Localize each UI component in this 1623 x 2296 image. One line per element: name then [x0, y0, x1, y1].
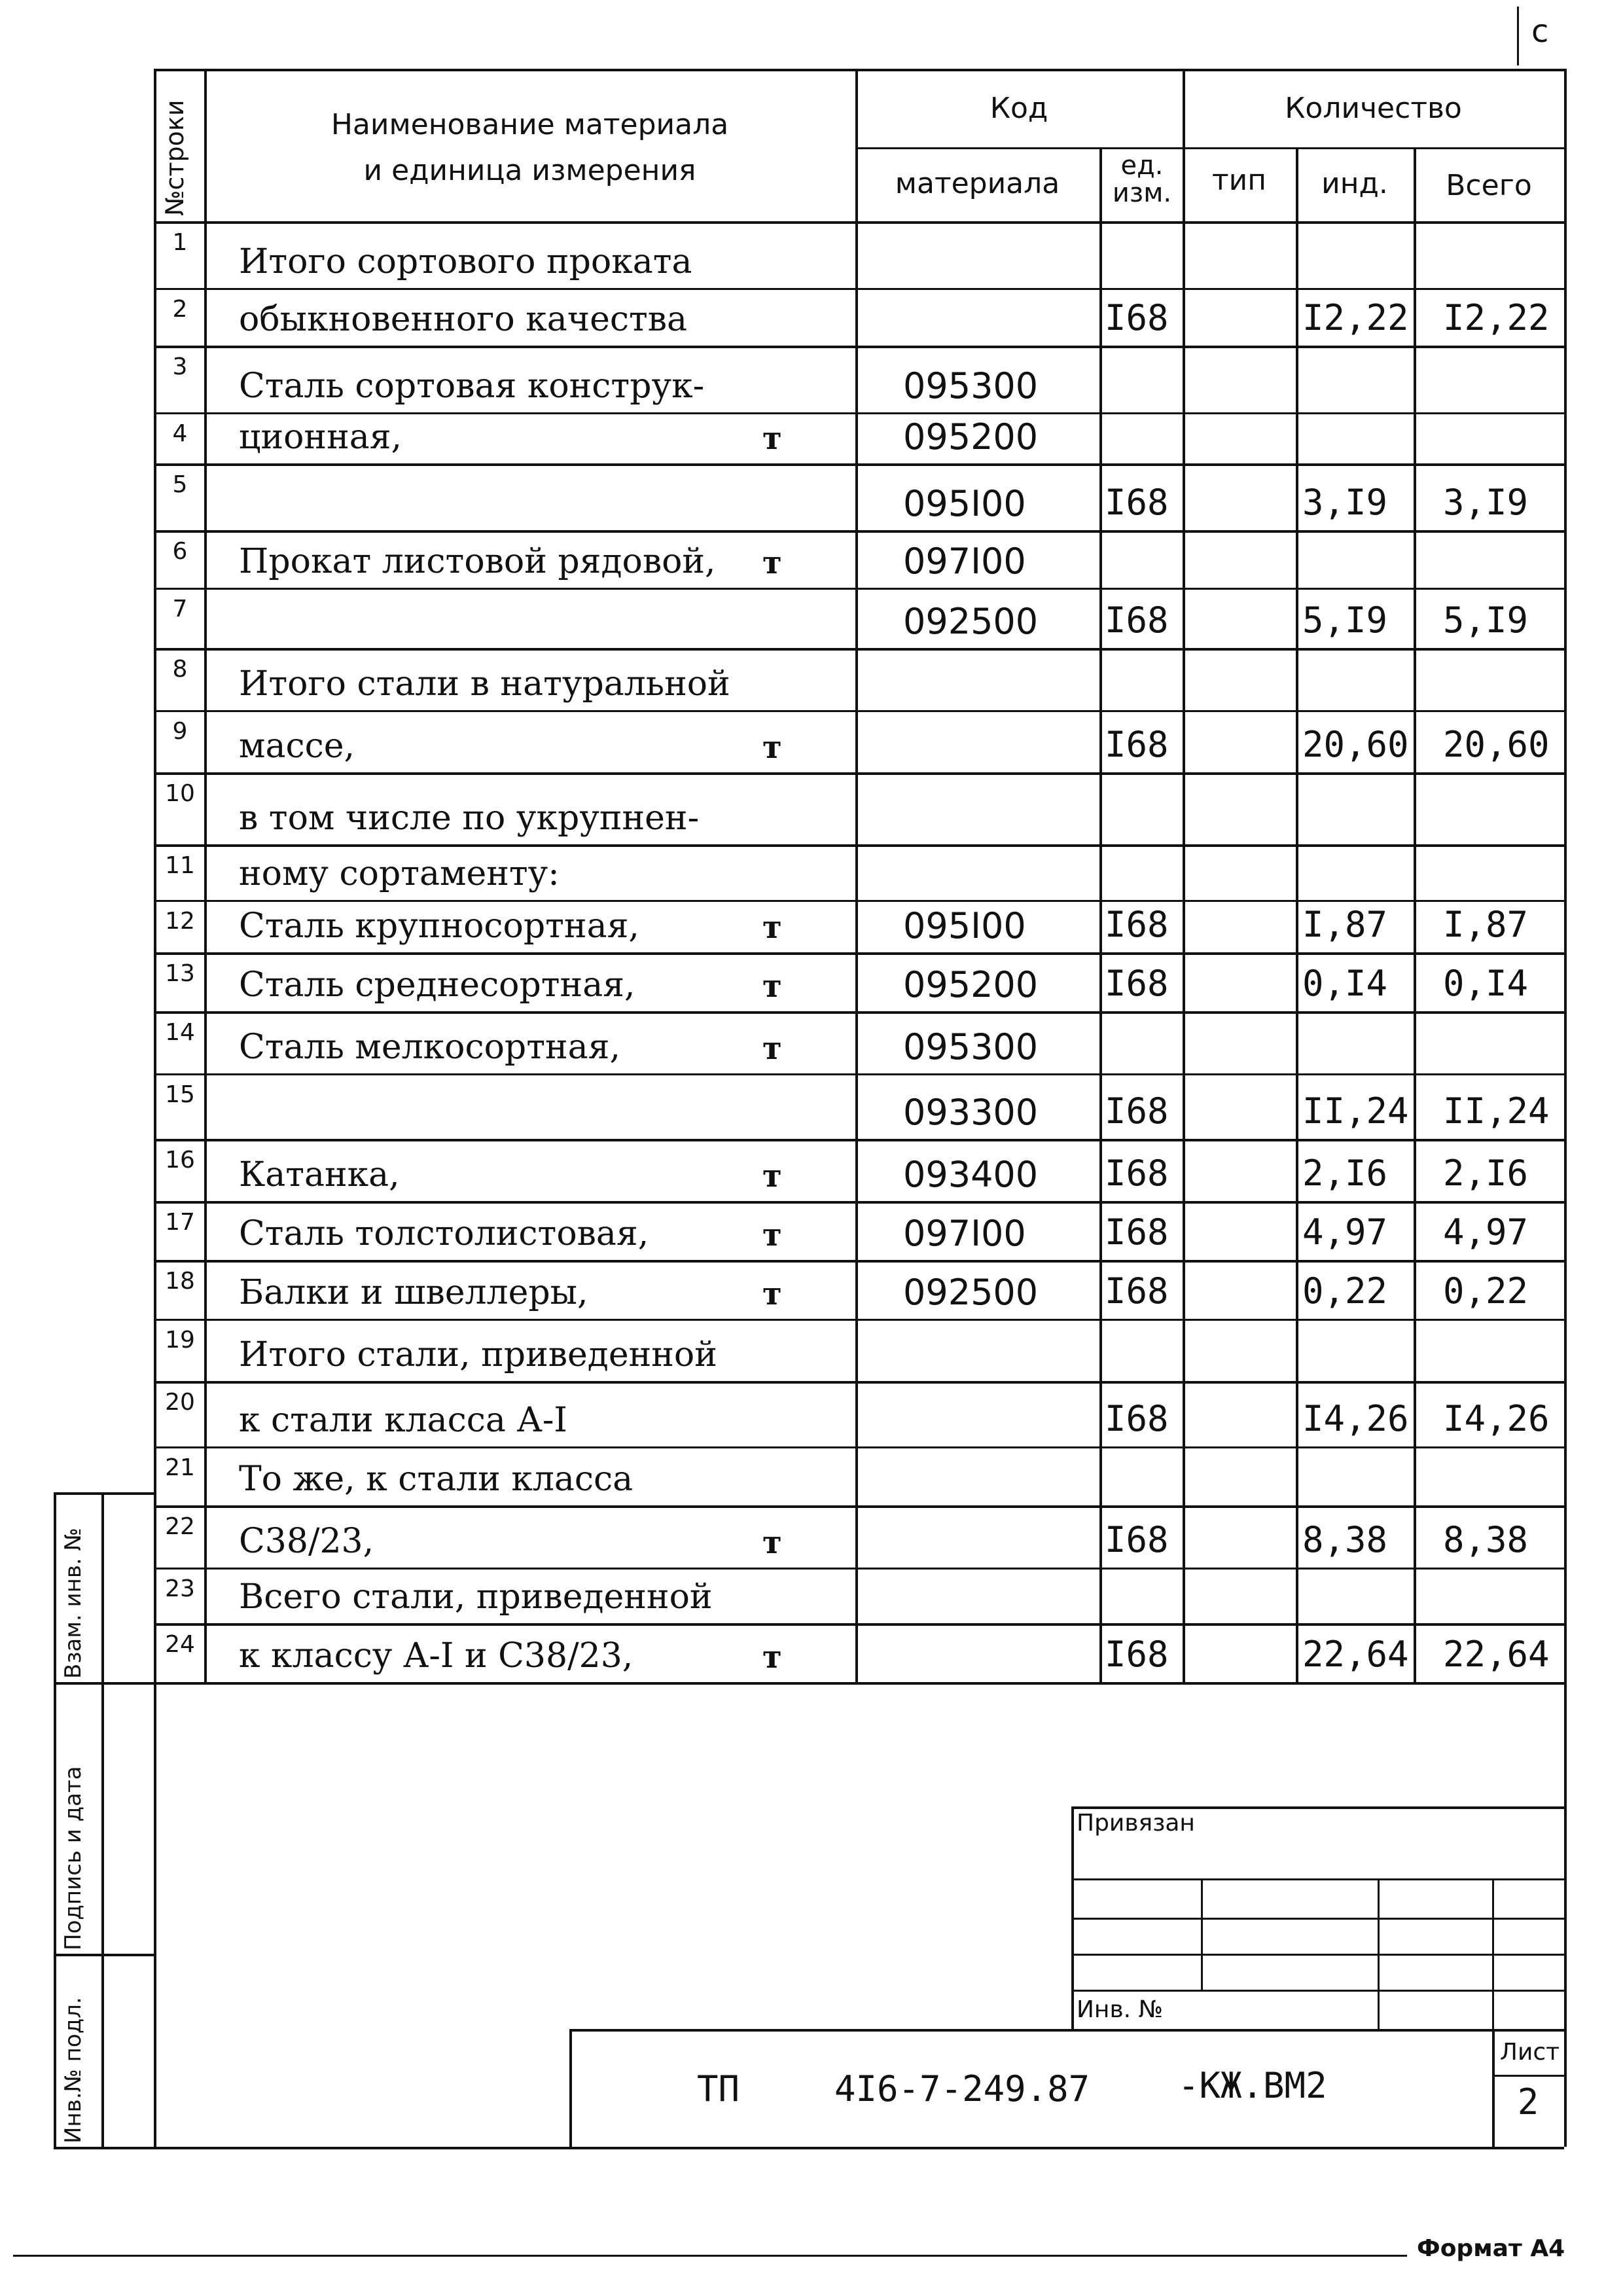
row-name: Сталь мелкосортная, [239, 1028, 620, 1067]
row-name: ционная, [239, 418, 402, 457]
row-material-code: 092500 [903, 1272, 1039, 1313]
corner-mark: с [1531, 13, 1549, 50]
row-number: 1 [172, 229, 188, 256]
row-number: 3 [172, 353, 188, 380]
row-qty-ind: 8,38 [1302, 1519, 1388, 1560]
row-unit-code: I68 [1105, 1270, 1169, 1312]
row-qty-ind: 22,64 [1302, 1634, 1409, 1675]
row-qty-ind: 3,I9 [1302, 482, 1388, 523]
row-qty-total: 8,38 [1443, 1519, 1529, 1560]
row-number: 12 [165, 908, 195, 935]
header-row-number: №строки [160, 99, 189, 216]
row-number: 4 [172, 420, 188, 447]
row-qty-total: I2,22 [1443, 297, 1550, 338]
row-qty-total: 22,64 [1443, 1634, 1550, 1675]
row-material-code: 097I00 [903, 1213, 1026, 1254]
row-material-code: 095300 [903, 1026, 1039, 1067]
row-number: 7 [172, 596, 188, 622]
row-qty-total: 0,I4 [1443, 963, 1529, 1004]
row-qty-ind: 0,22 [1302, 1270, 1388, 1312]
row-qty-ind: II,24 [1302, 1090, 1409, 1132]
row-number: 8 [172, 656, 188, 683]
row-qty-total: 4,97 [1443, 1211, 1529, 1253]
row-number: 18 [165, 1268, 195, 1295]
row-name: ному сортаменту: [239, 854, 560, 893]
header-code-group: Код [990, 92, 1048, 125]
row-separator [154, 648, 1564, 651]
row-unit: т [762, 545, 782, 581]
row-material-code: 097I00 [903, 541, 1026, 582]
header-qty-group: Количество [1285, 92, 1462, 125]
row-separator [154, 530, 1564, 533]
row-number: 5 [172, 471, 188, 498]
row-name: То же, к стали класса [239, 1460, 633, 1499]
row-unit-code: I68 [1105, 1398, 1169, 1439]
row-unit: т [762, 1276, 782, 1312]
row-unit-code: I68 [1105, 1153, 1169, 1194]
row-name: Сталь среднесортная, [239, 965, 635, 1005]
row-unit-code: I68 [1105, 482, 1169, 523]
row-number: 10 [165, 780, 195, 807]
header-name-line2: и единица измерения [363, 154, 696, 187]
row-separator [154, 288, 1564, 290]
row-qty-total: 20,60 [1443, 724, 1550, 765]
row-separator [154, 1446, 1564, 1448]
row-unit: т [762, 1524, 782, 1561]
row-name: Сталь сортовая конструк- [239, 367, 705, 406]
header-qty-type: тип [1212, 164, 1266, 197]
row-separator [154, 1260, 1564, 1263]
row-number: 13 [165, 960, 195, 987]
row-separator [154, 1381, 1564, 1384]
row-unit: т [762, 1217, 782, 1253]
bottom-rule [13, 2255, 1407, 2257]
row-material-code: 095I00 [903, 483, 1026, 524]
format-label: Формат А4 [1417, 2235, 1565, 2262]
row-unit-code: I68 [1105, 1634, 1169, 1675]
row-unit: т [762, 420, 782, 457]
row-name: Итого стали в натуральной [239, 664, 730, 704]
row-name: Прокат листовой рядовой, [239, 542, 716, 581]
row-unit: т [762, 909, 782, 946]
row-separator [154, 1011, 1564, 1014]
row-number: 2 [172, 296, 188, 323]
row-separator [154, 1623, 1564, 1626]
header-name-line1: Наименование материала [330, 108, 729, 141]
row-material-code: 093400 [903, 1154, 1039, 1195]
row-material-code: 095300 [903, 365, 1039, 406]
row-unit-code: I68 [1105, 297, 1169, 338]
row-name: С38/23, [239, 1522, 374, 1561]
row-unit-code: I68 [1105, 1519, 1169, 1560]
row-material-code: 095I00 [903, 905, 1026, 946]
row-separator [154, 588, 1564, 590]
row-unit-code: I68 [1105, 963, 1169, 1004]
row-qty-total: I,87 [1443, 904, 1529, 945]
row-number: 22 [165, 1513, 195, 1540]
row-number: 14 [165, 1019, 195, 1046]
header-qty-total: Всего [1446, 169, 1532, 202]
row-name: Сталь толстолистовая, [239, 1214, 649, 1253]
row-name: Балки и швеллеры, [239, 1273, 588, 1312]
row-separator [154, 1201, 1564, 1204]
row-qty-total: II,24 [1443, 1090, 1550, 1132]
row-material-code: 093300 [903, 1092, 1039, 1133]
privyazan-label: Привязан [1077, 1810, 1195, 1837]
row-qty-total: 2,I6 [1443, 1153, 1529, 1194]
row-separator [154, 1682, 1564, 1684]
row-qty-ind: 5,I9 [1302, 600, 1388, 641]
doc-number: 4I6-7-249.87 [834, 2068, 1090, 2109]
row-unit-code: I68 [1105, 1211, 1169, 1253]
sheet-number: 2 [1517, 2081, 1539, 2123]
stamp-podpis-data: Подпись и дата [60, 1766, 86, 1950]
row-unit-code: I68 [1105, 724, 1169, 765]
row-material-code: 095200 [903, 416, 1039, 457]
row-separator [154, 412, 1564, 414]
row-number: 6 [172, 538, 188, 565]
corner-tick [1517, 7, 1519, 65]
row-separator [154, 1505, 1564, 1508]
row-number: 24 [165, 1631, 195, 1658]
doc-prefix: ТП [697, 2068, 740, 2109]
row-unit: т [762, 1639, 782, 1676]
row-separator [154, 346, 1564, 348]
row-unit: т [762, 729, 782, 766]
row-separator [154, 1319, 1564, 1321]
row-name: массе, [239, 726, 355, 766]
row-qty-ind: 4,97 [1302, 1211, 1388, 1253]
row-unit-code: I68 [1105, 600, 1169, 641]
row-number: 11 [165, 852, 195, 879]
row-number: 9 [172, 718, 188, 745]
row-qty-total: 5,I9 [1443, 600, 1529, 641]
doc-suffix: -КЖ.ВМ2 [1178, 2065, 1327, 2106]
header-code-material: материала [895, 167, 1060, 200]
row-qty-total: 3,I9 [1443, 482, 1529, 523]
row-unit: т [762, 1030, 782, 1067]
row-separator [154, 710, 1564, 712]
row-name: Всего стали, приведенной [239, 1577, 713, 1617]
row-number: 17 [165, 1209, 195, 1236]
inv-no-label: Инв. № [1077, 1996, 1164, 2023]
row-name: Катанка, [239, 1155, 400, 1194]
row-separator [154, 844, 1564, 847]
row-number: 20 [165, 1389, 195, 1416]
row-separator [154, 952, 1564, 955]
header-code-unit: ед. изм. [1112, 151, 1172, 208]
row-name: Итого стали, приведенной [239, 1335, 717, 1374]
row-name: Итого сортового проката [239, 242, 692, 281]
row-qty-total: I4,26 [1443, 1398, 1550, 1439]
row-separator [154, 1139, 1564, 1141]
row-separator [154, 1568, 1564, 1570]
row-number: 19 [165, 1327, 195, 1354]
row-separator [154, 900, 1564, 902]
row-name: к стали класса А-I [239, 1401, 567, 1440]
row-separator [154, 463, 1564, 466]
row-qty-ind: I2,22 [1302, 297, 1409, 338]
row-qty-ind: 20,60 [1302, 724, 1409, 765]
row-material-code: 092500 [903, 601, 1039, 642]
row-qty-ind: I,87 [1302, 904, 1388, 945]
row-unit-code: I68 [1105, 904, 1169, 945]
stamp-vzam-inv: Взам. инв. № [60, 1528, 86, 1679]
row-qty-total: 0,22 [1443, 1270, 1529, 1312]
stamp-inv-podl: Инв.№ подл. [60, 1997, 86, 2144]
row-name: в том числе по укрупнен- [239, 798, 700, 838]
row-number: 23 [165, 1575, 195, 1602]
row-number: 15 [165, 1081, 195, 1108]
row-name: к классу А-I и С38/23, [239, 1636, 633, 1676]
row-separator [154, 772, 1564, 775]
row-material-code: 095200 [903, 964, 1039, 1005]
row-qty-ind: I4,26 [1302, 1398, 1409, 1439]
row-separator [154, 1073, 1564, 1075]
row-unit: т [762, 968, 782, 1005]
row-unit: т [762, 1158, 782, 1194]
header-qty-ind: инд. [1321, 167, 1388, 200]
row-name: Сталь крупносортная, [239, 906, 639, 946]
row-unit-code: I68 [1105, 1090, 1169, 1132]
row-qty-ind: 0,I4 [1302, 963, 1388, 1004]
row-name: обыкновенного качества [239, 300, 688, 339]
sheet-label: Лист [1499, 2039, 1560, 2066]
row-number: 21 [165, 1454, 195, 1481]
row-qty-ind: 2,I6 [1302, 1153, 1388, 1194]
row-number: 16 [165, 1147, 195, 1174]
